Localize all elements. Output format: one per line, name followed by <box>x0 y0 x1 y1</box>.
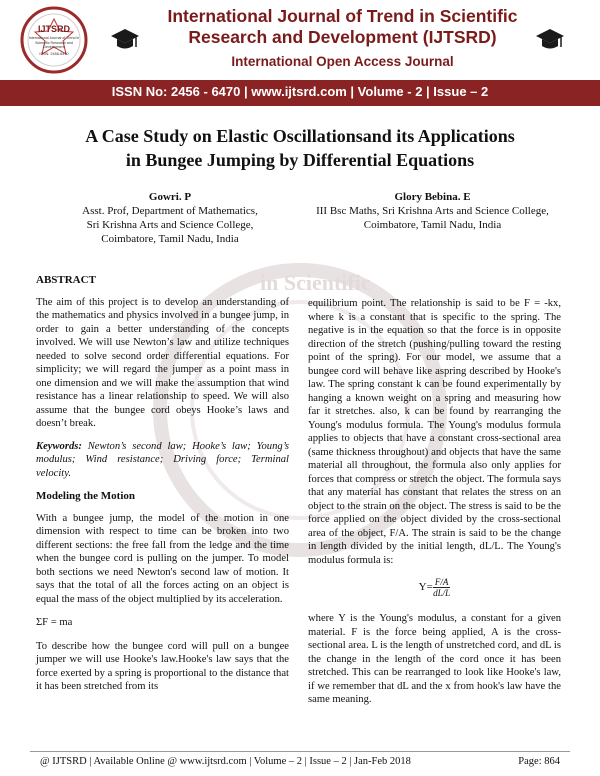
abstract-heading: ABSTRACT <box>36 274 96 286</box>
logo-text: IJTSRD <box>37 24 70 34</box>
logo-issn: ISSN: 2456-6470 <box>39 52 69 56</box>
logo-caption: International Journal of Trend in Scientific Research and Development <box>28 36 80 49</box>
graduation-cap-icon <box>535 26 565 52</box>
author-2-affiliation-1: III Bsc Maths, Sri Krishna Arts and Science College, <box>316 205 549 217</box>
author-2 <box>300 190 565 232</box>
graduation-cap-icon <box>110 26 140 52</box>
formula-denominator: dL/L <box>433 588 451 598</box>
author-1-name: Gowri. P <box>148 191 192 203</box>
journal-name <box>150 6 535 48</box>
abstract-text: The aim of this project is to develop an understanding of the mathematics and physics involved in a bungee jump, in order to gain a better understanding of the concepts involved. We will use Newton’s law and utilize techniques needed to solve second order differential equations. For simplicity; we will regard the jumper as a point mass in one dimension and we will make the assumption that wind resistance has a linear relationship to speed. We will also assume that the bungee cord obeys Hooke’s laws and doesn’t break. <box>36 296 289 429</box>
formula-lhs: Y= <box>418 581 433 594</box>
author-1-affiliation-1: Asst. Prof, Department of Mathematics, <box>82 205 258 217</box>
footer-divider <box>30 751 570 752</box>
modeling-text: With a bungee jump, the model of the motion in one dimension with respect to time can be broken into two different sections: the free fall from the ledge and the time when the bungee cord is pulling on the jumper. To model both sections we need Newton's second law of motion. It says that the total of all the forces acting on an object is equal the mass of the object multiplied by its acceleration. <box>36 512 289 605</box>
page-number: Page: 864 <box>518 756 560 767</box>
keywords-text: Newton’s second law; Hooke’s law; Young’s modulus; Wind resistance; Driving force; Terminal velocity. <box>36 440 289 479</box>
journal-subtitle: International Open Access Journal <box>231 54 454 69</box>
author-1 <box>45 190 295 246</box>
modeling-heading: Modeling the Motion <box>36 490 135 502</box>
journal-logo <box>13 5 95 75</box>
footer-text: @ IJTSRD | Available Online @ www.ijtsrd.com | Volume – 2 | Issue – 2 | Jan-Feb 2018 <box>40 756 411 767</box>
paper-title <box>40 124 560 172</box>
formula-numerator: F/A <box>434 577 449 587</box>
right-paragraph-1: equilibrium point. The relationship is said to be F = -kx, where k is a constant that is specific to the spring. The negative is in the equation so that the force is in opposite direction of the stretch (pushing/pulling toward the resting point of the spring). For our model, we assume that a bungee cord will behave like aspring described by Hooke's law. The spring constant k can be found experimentally by hanging a known weight on a spring and measuring how far it stretches. also, k can be found by rearranging the Young's modulus formula. The Young's modulus formula applies to objects that have a constant cross-sectional area (same thickness throughout) and objects that have the same material all throughout, the formula also only applies for forces that compress or stretch the object. The formula says that any material has constant that relates the stress on an object to the strain on the object. The stress is said to be the force applied on the object divided by the cross-sectional area of the object, F/A. The strain is said to be the change in length divided by the initial length, dL/L. The Young's modulus formula is: <box>308 298 561 566</box>
author-1-affiliation-2: Sri Krishna Arts and Science College, <box>86 219 254 231</box>
footer <box>40 756 560 767</box>
youngs-modulus-formula <box>308 577 561 598</box>
keywords-label: Keywords: <box>36 440 82 452</box>
right-paragraph-2: where Y is the Young's modulus, a constant for a given material. F is the force being applied, A is the cross-sectional area. L is the length of unstretched cord, and dL is the change in the length of the cord once it has been stretched. This can be rearranged to look like Hooke's law, if we remember that dL and the x from hook's law have the same meaning. <box>308 613 561 705</box>
journal-name-line2: Research and Development (IJTSRD) <box>188 27 497 47</box>
newton-equation: ΣF = ma <box>36 617 73 628</box>
right-column <box>308 297 561 707</box>
left-column <box>36 274 289 694</box>
author-2-affiliation-2: Coimbatore, Tamil Nadu, India <box>363 219 502 231</box>
paper-title-line2: in Bungee Jumping by Differential Equations <box>125 150 475 170</box>
formula-fraction <box>433 577 451 598</box>
author-2-name: Glory Bebina. E <box>394 191 471 203</box>
watermark-text: in Scientific <box>260 270 371 295</box>
paper-title-line1: A Case Study on Elastic Oscillationsand its Applications <box>85 126 515 146</box>
issn-line: ISSN No: 2456 - 6470 | www.ijtsrd.com | Volume - 2 | Issue – 2 <box>111 84 489 99</box>
journal-name-line1: International Journal of Trend in Scientific <box>167 6 518 26</box>
author-1-affiliation-3: Coimbatore, Tamil Nadu, India <box>101 233 239 245</box>
hooke-text: To describe how the bungee cord will pull on a bungee jumper we will use Hooke's law.Hooke's law says that the force exerted by a spring is proportional to the distance that it has been stretched from its <box>36 640 289 692</box>
keywords <box>36 440 289 481</box>
